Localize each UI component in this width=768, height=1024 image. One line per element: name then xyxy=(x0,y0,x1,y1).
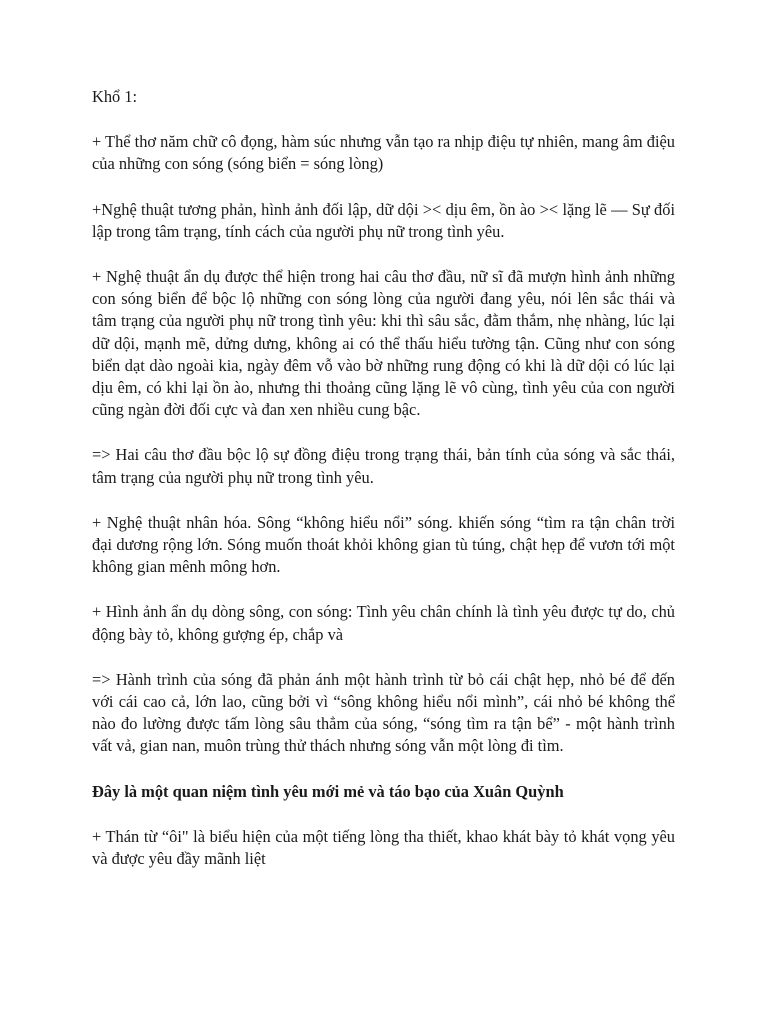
paragraph-2: +Nghệ thuật tương phản, hình ảnh đối lập, dữ dội >< dịu êm, ồn ào >< lặng lẽ — Sự đối lập trong tâm trạng, tính cách của người phụ nữ trong tình yêu. xyxy=(92,199,675,241)
paragraph-4: => Hai câu thơ đầu bộc lộ sự đồng điệu trong trạng thái, bản tính của sóng và sắc thái, tâm trạng của người phụ nữ trong tình yêu. xyxy=(92,445,675,487)
paragraph-7: => Hành trình của sóng đã phản ánh một hành trình từ bỏ cái chật hẹp, nhỏ bé để đến với cái cao cả, lớn lao, cũng bởi vì “sông không hiểu nổi mình”, cái nhỏ bé không thể nào đo lường được tấm lòng sâu thẳm của sóng, “sóng tìm ra tận bể” - một hành trình vất vả, gian nan, muôn trùng thử thách nhưng sóng vẫn một lòng đi tìm. xyxy=(92,669,675,756)
paragraph-8: + Thán từ “ôi" là biểu hiện của một tiếng lòng tha thiết, khao khát bày tỏ khát vọng yêu và được yêu đầy mãnh liệt xyxy=(92,826,675,869)
paragraph-5: + Nghệ thuật nhân hóa. Sông “không hiểu nổi” sóng. khiến sóng “tìm ra tận chân trời đại dương rộng lớn. Sóng muốn thoát khỏi không gian tù túng, chật hẹp để vươn tới một không gian mênh mông hơn. xyxy=(92,512,675,577)
paragraph-1: + Thể thơ năm chữ cô đọng, hàm súc nhưng vẫn tạo ra nhịp điệu tự nhiên, mang âm điệu của những con sóng (sóng biển = sóng lòng) xyxy=(92,132,675,174)
paragraph-3: + Nghệ thuật ẩn dụ được thể hiện trong hai câu thơ đầu, nữ sĩ đã mượn hình ảnh những con sóng biển để bộc lộ những con sóng lòng của người đang yêu, nói lên sắc thái và tâm trạng của người phụ nữ trong tình yêu: khi thì sâu sắc, đằm thắm, nhẹ nhàng, lúc lại dữ dội, mạnh mẽ, dửng dưng, không ai có thể thấu hiểu tường tận. Cũng như con sóng biển dạt dào ngoài kia, ngày đêm vỗ vào bờ những rung động có khi là dữ dội có lúc lại dịu êm, có khi lại ồn ào, nhưng thi thoảng cũng lặng lẽ vô cùng, tình yêu của con người cũng ngàn đời đối cực và đan xen nhiều cung bậc. xyxy=(92,267,675,420)
document-page xyxy=(92,86,675,893)
bold-statement: Đây là một quan niệm tình yêu mới mẻ và táo bạo của Xuân Quỳnh xyxy=(92,781,564,801)
paragraph-6: + Hình ảnh ẩn dụ dòng sông, con sóng: Tình yêu chân chính là tình yêu được tự do, chủ động bày tỏ, không gượng ép, chắp và xyxy=(92,602,675,644)
section-heading: Khổ 1: xyxy=(92,87,138,106)
